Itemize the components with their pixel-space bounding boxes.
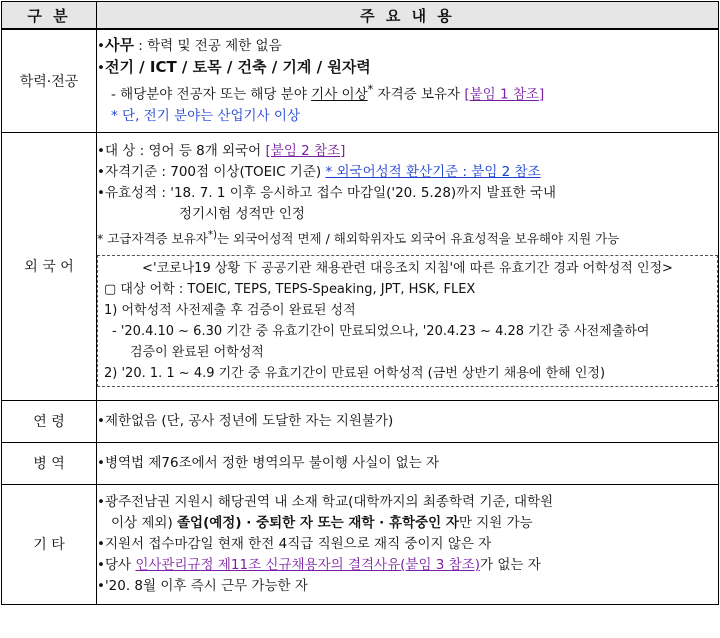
others-line-region-cont: 이상 제외) 졸업(예정) · 중퇴한 자 또는 재학 · 휴학중인 자만 지원 가능 xyxy=(111,514,533,531)
edu-line-note: * 단, 전기 분야는 산업기사 이상 xyxy=(111,107,300,124)
header-content: 주 요 내 용 xyxy=(97,2,719,30)
notice-target: ▢ 대상 어학 : TOEIC, TEPS, TEPS-Speaking, JPT, HSK, FLEX xyxy=(104,282,476,298)
row-education xyxy=(2,29,719,132)
others-line-employee: •지원서 접수마감일 현재 한전 4직급 직원으로 재직 중이지 않은 자 xyxy=(97,535,492,552)
others-line-region: •광주전남권 지원시 해당권역 내 소재 학교(대학까지의 최종학력 기준, 대학원 xyxy=(97,493,554,510)
label-others: 기 타 xyxy=(2,484,97,604)
row-others xyxy=(2,484,719,604)
edu-line-license: - 해당분야 전공자 또는 해당 분야 기사 이상* 자격증 보유자 [붙임 1 참조] xyxy=(111,83,545,103)
notice-item-2: 2) '20. 1. 1 ~ 4.9 기간 중 유효기간이 만료된 어학성적 (금번 상반기 채용에 한해 인정) xyxy=(104,366,606,382)
hr-regulation-link[interactable]: 인사관리규정 제11조 신규채용자의 결격사유(붙임 3 참조) xyxy=(135,556,481,573)
edu-line-technical: •전기 / ICT / 토목 / 건축 / 기계 / 원자력 xyxy=(97,58,371,76)
lang-line-exemption: * 고급자격증 보유자*)는 외국어성적 면제 / 해외학위자도 외국어 유효성적을 보유해야 지원 가능 xyxy=(97,228,620,247)
others-line-start: •'20. 8월 이후 즉시 근무 가능한 자 xyxy=(97,577,308,594)
notice-title: <'코로나19 상황 下 공공기관 채용관련 대응조치 지침'에 따른 유효기간 경과 어학성적 인정> xyxy=(142,261,673,277)
label-language: 외 국 어 xyxy=(2,132,97,400)
requirements-table xyxy=(1,1,719,605)
content-others xyxy=(97,484,719,604)
header-row xyxy=(2,2,719,30)
label-age: 연 령 xyxy=(2,400,97,442)
notice-item-1-detail: - '20.4.10 ~ 6.30 기간 중 유효기간이 만료되었으나, '20.4.23 ~ 4.28 기간 중 사전제출하여 xyxy=(112,324,650,340)
header-category: 구 분 xyxy=(2,2,97,30)
content-age: •제한없음 (단, 공사 정년에 도달한 자는 지원불가) xyxy=(97,400,719,442)
content-military: •병역법 제76조에서 정한 병역의무 불이행 사실이 없는 자 xyxy=(97,442,719,484)
lang-line-valid: •유효성적 : '18. 7. 1 이후 응시하고 접수 마감일('20. 5.28)까지 발표한 국내 xyxy=(97,184,557,201)
content-education xyxy=(97,29,719,132)
conversion-criteria-link[interactable]: * 외국어성적 환산기준 : 붙임 2 참조 xyxy=(325,163,541,180)
lang-line-valid-cont: 정기시험 성적만 인정 xyxy=(179,205,305,222)
notice-item-1-detail-cont: 검증이 완료된 어학성적 xyxy=(130,345,264,361)
label-education: 학력·전공 xyxy=(2,29,97,132)
content-language xyxy=(97,132,719,400)
attachment-2-link[interactable]: [붙임 2 참조] xyxy=(265,142,346,159)
row-military xyxy=(2,442,719,484)
row-language xyxy=(2,132,719,400)
lang-line-criteria: •자격기준 : 700점 이상(TOEIC 기준) * 외국어성적 환산기준 : 붙임 2 참조 xyxy=(97,163,541,180)
edu-line-office: •사무 : 학력 및 전공 제한 없음 xyxy=(97,36,282,54)
row-age xyxy=(2,400,719,442)
covid-notice-box xyxy=(97,255,718,387)
others-line-disqualification: •당사 인사관리규정 제11조 신규채용자의 결격사유(붙임 3 참조)가 없는 자 xyxy=(97,556,541,573)
attachment-1-link[interactable]: [붙임 1 참조] xyxy=(464,86,545,103)
notice-item-1: 1) 어학성적 사전제출 후 검증이 완료된 성적 xyxy=(104,303,356,319)
label-military: 병 역 xyxy=(2,442,97,484)
lang-line-target: •대 상 : 영어 등 8개 외국어 [붙임 2 참조] xyxy=(97,142,346,159)
